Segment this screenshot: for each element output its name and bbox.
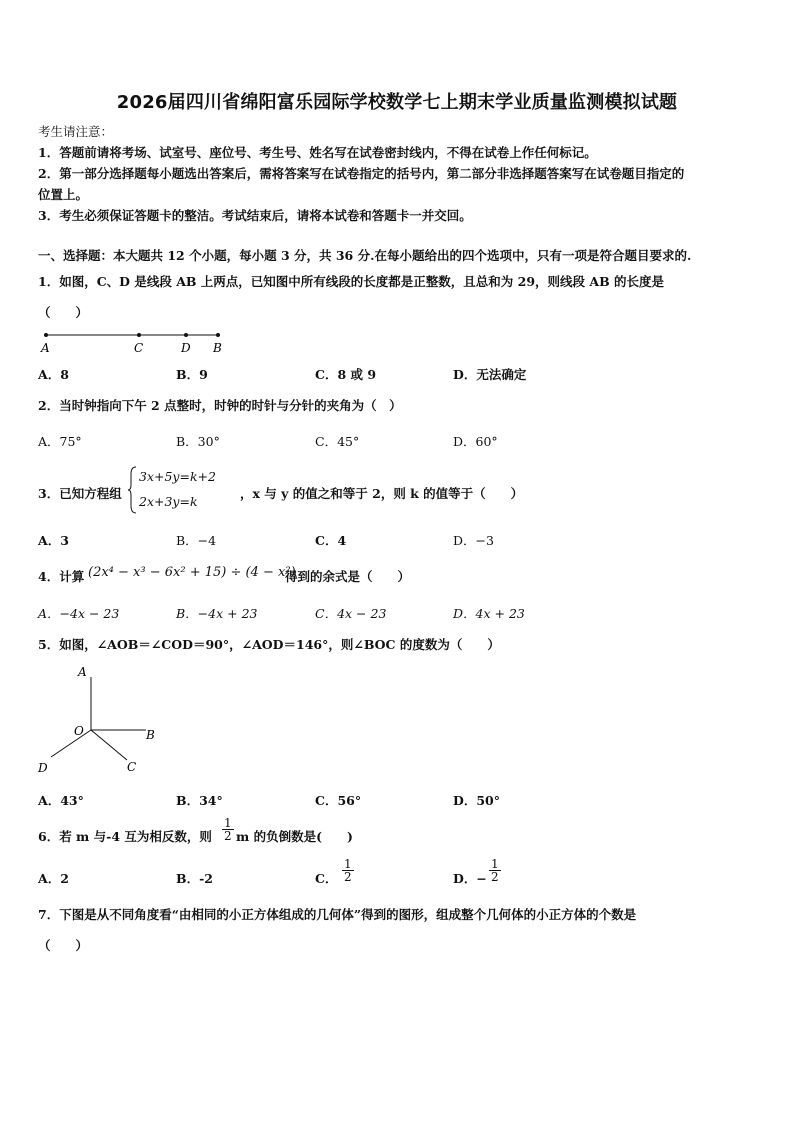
notice-item-2-cont: 位置上。 xyxy=(38,187,89,202)
point-c-dot xyxy=(137,333,141,337)
q6-option-d: D．− xyxy=(453,871,487,886)
point-d-dot xyxy=(184,333,188,337)
q6-option-b: B．-2 xyxy=(176,871,213,886)
q5-angle-figure xyxy=(34,662,164,778)
q2-option-a: A．75° xyxy=(38,434,82,449)
exam-title: 2026届四川省绵阳富乐园际学校数学七上期末学业质量监测模拟试题 xyxy=(116,92,678,113)
q6-option-c-numerator: 1 xyxy=(344,857,352,871)
ray-od xyxy=(51,730,91,757)
notice-heading: 考生请注意： xyxy=(38,124,114,139)
q1-option-b: B．9 xyxy=(176,367,208,382)
q5-option-a: A．43° xyxy=(38,793,84,808)
q7-stem: 7．下图是从不同角度看“由相同的小正方体组成的几何体”得到的图形，组成整个几何体的小正方体的个数是 xyxy=(38,907,637,922)
label-c: C xyxy=(127,760,137,774)
label-b: B xyxy=(146,728,155,742)
q1-option-a: A．8 xyxy=(38,367,69,382)
q6-option-a: A．2 xyxy=(38,871,69,886)
point-a-dot xyxy=(44,333,48,337)
q4-suffix: 得到的余式是（ ） xyxy=(285,569,411,584)
q4-option-d: D．4x + 23 xyxy=(453,606,525,621)
q2-option-b: B．30° xyxy=(176,434,220,449)
q6-option-c: C． xyxy=(315,871,338,886)
q3-left-brace xyxy=(127,466,137,514)
q3-option-a: A．3 xyxy=(38,533,69,548)
q3-option-c: C．4 xyxy=(315,533,347,548)
q5-stem: 5．如图，∠AOB＝∠COD＝90°，∠AOD＝146°，则∠BOC 的度数为（ ） xyxy=(38,637,500,652)
q5-option-d: D．50° xyxy=(453,793,500,808)
q1-stem: 1．如图，C、D 是线段 AB 上两点，已知图中所有线段的长度都是正整数，且总和为 29，则线段 AB 的长度是 xyxy=(38,274,665,289)
label-d: D xyxy=(38,761,48,775)
point-b-label: B xyxy=(213,341,222,355)
point-d-label: D xyxy=(181,341,191,355)
q1-segment-figure xyxy=(36,326,236,356)
q1-paren: （ ） xyxy=(38,305,89,320)
q2-option-c: C．45° xyxy=(315,434,360,449)
q3-option-b: B．−4 xyxy=(176,533,217,548)
q4-option-a: A．−4x − 23 xyxy=(38,606,120,621)
label-a: A xyxy=(78,665,87,679)
q5-option-c: C．56° xyxy=(315,793,362,808)
q6-prefix: 6．若 m 与-4 互为相反数，则 xyxy=(38,829,212,844)
notice-item-1: 1．答题前请将考场、试室号、座位号、考生号、姓名写在试卷密封线内，不得在试卷上作任何标记。 xyxy=(38,145,597,160)
q4-prefix: 4．计算 xyxy=(38,569,85,584)
q4-option-b: B．−4x + 23 xyxy=(176,606,258,621)
q6-option-d-denominator: 2 xyxy=(491,870,499,884)
q2-stem: 2．当时钟指向下午 2 点整时，时钟的时针与分针的夹角为（ ） xyxy=(38,398,402,413)
q6-option-c-fraction xyxy=(342,858,354,883)
q6-fraction-denominator: 2 xyxy=(224,829,232,843)
q4-expression: (2x⁴ − x³ − 6x² + 15) ÷ (4 − x²) xyxy=(88,565,296,580)
q6-option-d-fraction xyxy=(489,858,501,883)
point-b-dot xyxy=(216,333,220,337)
point-c-label: C xyxy=(134,341,144,355)
q5-option-b: B．34° xyxy=(176,793,223,808)
q3-suffix: ，x 与 y 的值之和等于 2，则 k 的值等于（ ） xyxy=(240,486,524,501)
q6-option-d-numerator: 1 xyxy=(491,857,499,871)
q1-option-c: C．8 或 9 xyxy=(315,367,377,382)
q6-option-c-denominator: 2 xyxy=(344,870,352,884)
q3-equation-1: 3x+5y=k+2 xyxy=(139,469,216,484)
label-o: O xyxy=(74,724,84,738)
point-a-label: A xyxy=(41,341,50,355)
q3-prefix: 3．已知方程组 xyxy=(38,486,122,501)
q6-suffix: m 的负倒数是( ) xyxy=(236,829,353,844)
section-heading: 一、选择题：本大题共 12 个小题，每小题 3 分，共 36 分.在每小题给出的四个选项中，只有一项是符合题目要求的. xyxy=(38,248,692,263)
q2-option-d: D．60° xyxy=(453,434,498,449)
q7-paren: （ ） xyxy=(38,938,89,953)
q6-fraction-numerator: 1 xyxy=(224,816,232,830)
ray-oc xyxy=(91,730,127,760)
notice-item-2: 2．第一部分选择题每小题选出答案后，需将答案写在试卷指定的括号内，第二部分非选择题答案写在试卷题目指定的 xyxy=(38,166,685,181)
q4-option-c: C．4x − 23 xyxy=(315,606,387,621)
q3-option-d: D．−3 xyxy=(453,533,494,548)
q6-fraction xyxy=(222,817,234,842)
notice-item-3: 3．考生必须保证答题卡的整洁。考试结束后，请将本试卷和答题卡一并交回。 xyxy=(38,208,472,223)
q3-equation-2: 2x+3y=k xyxy=(139,494,198,509)
q1-option-d: D．无法确定 xyxy=(453,367,527,382)
